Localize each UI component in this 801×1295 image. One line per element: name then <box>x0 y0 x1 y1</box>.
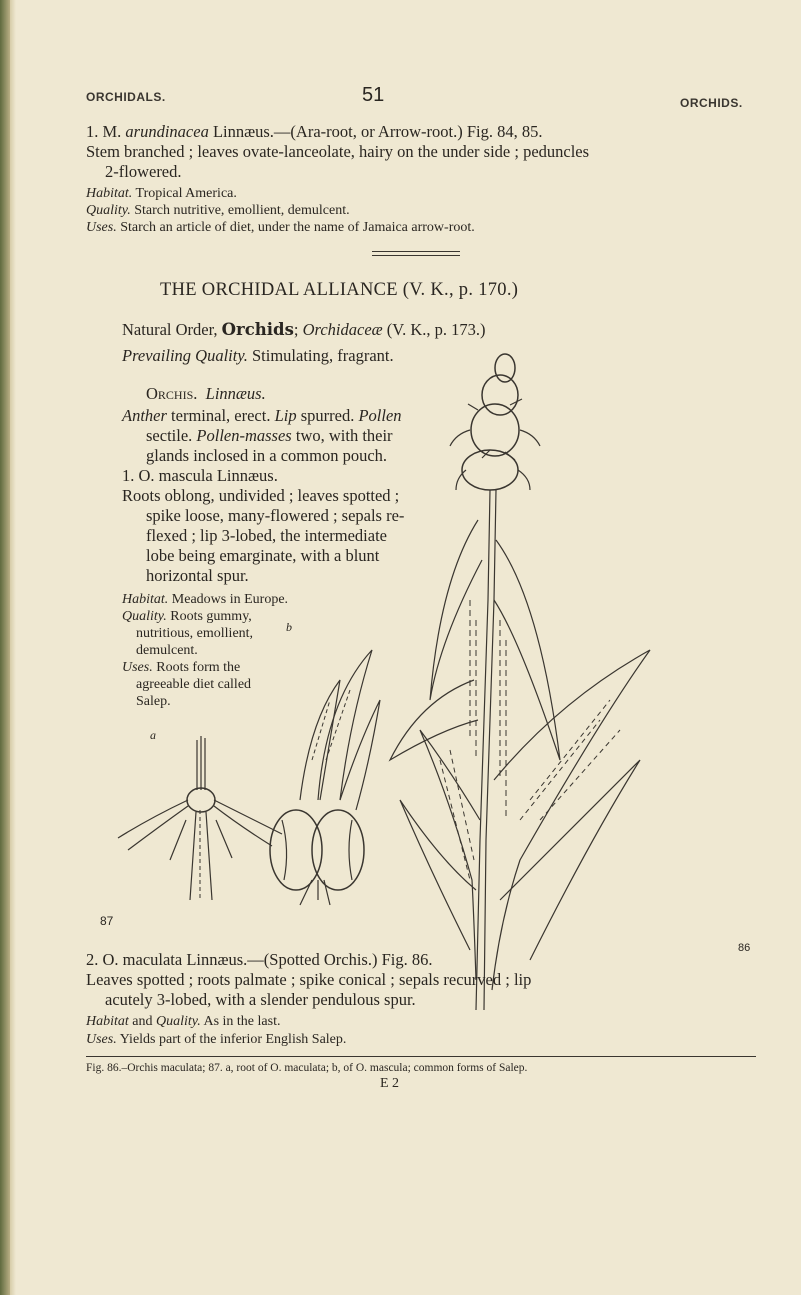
natural-order: Natural Order, Orchids; Orchidaceæ (V. K., p. 173.) <box>122 320 486 339</box>
figure-caption: Fig. 86.–Orchis maculata; 87. a, root of O. maculata; b, of O. mascula; common forms of Salep. <box>86 1062 528 1074</box>
genus-heading: Orchis. Linnæus. <box>146 384 266 403</box>
entry1-line3: 2-flowered. <box>105 162 182 181</box>
figure-label-b: b <box>286 620 292 634</box>
genus-desc-line2: sectile. Pollen-masses two, with their <box>146 426 393 445</box>
genus-desc-line3: glands inclosed in a common pouch. <box>146 446 388 465</box>
page-number: 51 <box>362 84 385 106</box>
species1-name: 1. O. mascula Linnæus. <box>122 466 278 485</box>
species1-line2: spike loose, many-flowered ; sepals re- <box>146 506 405 525</box>
figure-label-a: a <box>150 728 156 742</box>
species2-line3: acutely 3-lobed, with a slender pendulous spur. <box>105 990 416 1009</box>
species2-habitat: Habitat and Quality. As in the last. <box>86 1014 281 1029</box>
species1-line3: flexed ; lip 3-lobed, the intermediate <box>146 526 387 545</box>
species1-habitat: Habitat. Meadows in Europe. <box>122 592 289 607</box>
alliance-title: THE ORCHIDAL ALLIANCE (V. K., p. 170.) <box>160 280 519 300</box>
species2-line2: Leaves spotted ; roots palmate ; spike conical ; sepals recurved ; lip <box>86 970 532 989</box>
species1-quality-line3: demulcent. <box>136 643 198 658</box>
species1-line4: lobe being emarginate, with a blunt <box>146 546 380 565</box>
header-right: ORCHIDS. <box>680 96 743 110</box>
entry1-habitat: Habitat. Tropical America. <box>86 186 237 201</box>
genus-desc-line1: Anther terminal, erect. Lip spurred. Pollen <box>122 406 402 425</box>
entry1-line1: 1. M. arundinacea Linnæus.—(Ara-root, or Arrow-root.) Fig. 84, 85. <box>86 122 543 141</box>
root-b-illustration <box>270 650 380 905</box>
entry1-uses: Uses. Starch an article of diet, under the name of Jamaica arrow-root. <box>86 220 475 235</box>
orchis-maculata-illustration <box>390 354 650 1010</box>
entry1-quality: Quality. Starch nutritive, emollient, demulcent. <box>86 203 350 218</box>
prevailing-quality: Prevailing Quality. Stimulating, fragrant. <box>122 346 394 365</box>
entry1-line2: Stem branched ; leaves ovate-lanceolate, hairy on the under side ; peduncles <box>86 142 590 161</box>
species1-line1: Roots oblong, undivided ; leaves spotted ; <box>122 486 400 505</box>
species1-quality-line1: Quality. Roots gummy, <box>122 609 252 624</box>
header-left: ORCHIDALS. <box>86 90 166 104</box>
species2-line1: 2. O. maculata Linnæus.—(Spotted Orchis.) Fig. 86. <box>86 950 433 969</box>
figure-number-87: 87 <box>100 914 114 928</box>
species2-uses: Uses. Yields part of the inferior English Salep. <box>86 1032 347 1047</box>
caption-rule <box>86 1056 756 1057</box>
species1-uses-line1: Uses. Roots form the <box>122 660 241 675</box>
species1-line5: horizontal spur. <box>146 566 249 585</box>
species1-uses-line3: Salep. <box>136 694 171 709</box>
species1-uses-line2: agreeable diet called <box>136 677 252 692</box>
signature-mark: E 2 <box>380 1076 400 1091</box>
species1-quality-line2: nutritious, emollient, <box>136 626 254 641</box>
figure-number-86: 86 <box>738 942 751 954</box>
root-a-illustration <box>118 736 282 900</box>
